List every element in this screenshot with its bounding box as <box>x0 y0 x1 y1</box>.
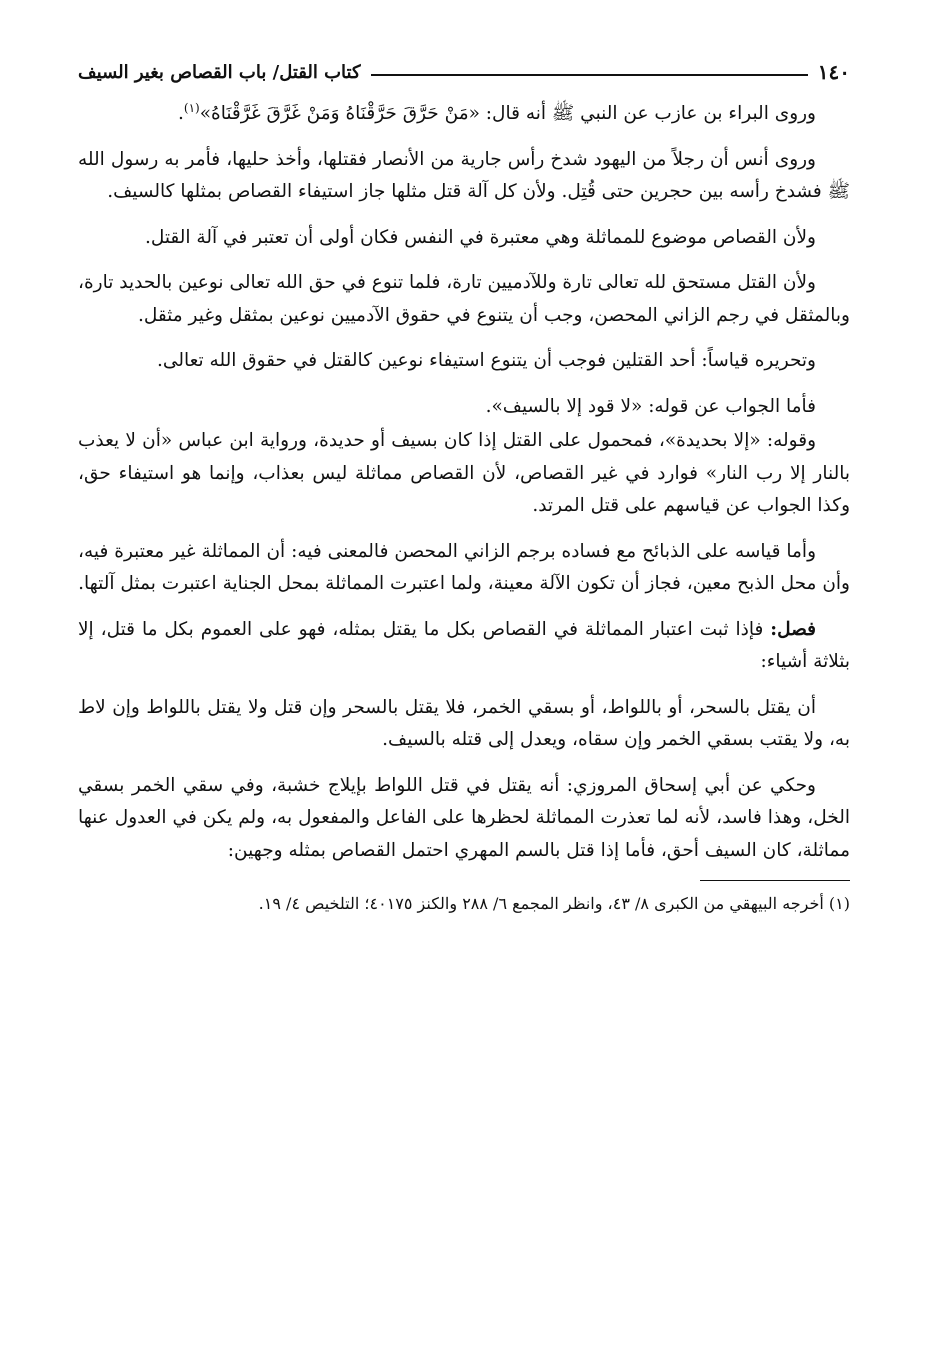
paragraph-text: وروى أنس أن رجلاً من اليهود شدخ رأس جارية من الأنصار فقتلها، وأخذ حليها، فأمر به رسول الله ﷺ فشدخ رأسه بين حجرين حتى قُتِل. ولأن كل آلة قتل مثلها جاز استيفاء القصاص بمثلها كالسيف. <box>78 148 850 202</box>
paragraph <box>78 345 850 378</box>
paragraph-text: ولأن القصاص موضوع للمماثلة وهي معتبرة في النفس فكان أولى أن تعتبر في آلة القتل. <box>144 226 816 248</box>
paragraph <box>78 98 850 131</box>
running-title: كتاب القتل/ باب القصاص بغير السيف <box>78 61 361 83</box>
paragraph-text: وقوله: «إلا بحديدة»، فمحمول على القتل إذا كان بسيف أو حديدة، ورواية ابن عباس «أن لا يعذب بالنار إلا رب النار» فوارد في غير القصاص، لأن القصاص مماثلة ليس بعذاب، وإنما هو استيفاء حق، وكذا الجواب عن قياسهم على قتل المرتد. <box>78 430 850 516</box>
header-rule <box>371 74 808 76</box>
body-text <box>78 98 850 867</box>
paragraph-text: وتحريره قياساً: أحد القتلين فوجب أن يتنوع استيفاء نوعين كالقتل في حقوق الله تعالى. <box>157 350 816 371</box>
paragraph-text: ولأن القتل مستحق لله تعالى تارة وللآدميين تارة، فلما تنوع في حق الله تعالى نوعين بالحديد تارة، وبالمثقل في رجم الزاني المحصن، وجب أن يتنوع في حقوق الآدميين نوعين بمثقل وغير مثقل. <box>78 272 850 326</box>
page-number: ١٤٠ <box>817 60 850 84</box>
paragraph <box>78 144 850 209</box>
paragraph <box>78 692 850 757</box>
paragraph <box>78 222 850 255</box>
paragraph-text: وأما قياسه على الذبائح مع فساده برجم الزاني المحصن فالمعنى فيه: أن المماثلة غير معتبرة فيه، وأن محل الذبح معين، فجاز أن تكون الآلة معينة، ولما اعتبرت المماثلة بمحل الجناية اعتبرت بمثل آلتها. <box>78 540 850 594</box>
paragraph-fasl <box>78 614 850 679</box>
paragraph <box>78 425 850 523</box>
paragraph <box>78 391 850 424</box>
footnote-separator <box>700 880 850 881</box>
footnote-ref[interactable]: (١) <box>183 100 200 115</box>
paragraph-text: وروى البراء بن عازب عن النبي ﷺ أنه قال: «مَنْ حَرَّقَ حَرَّقْنَاهُ وَمَنْ غَرَّقَ غَرَّقْنَاهُ» <box>199 103 816 124</box>
paragraph <box>78 267 850 332</box>
paragraph-tail: . <box>177 103 184 124</box>
paragraph <box>78 536 850 601</box>
paragraph-text: فإذا ثبت اعتبار المماثلة في القصاص بكل ما يقتل بمثله، فهو على العموم بكل ما قتل، إلا بثلاثة أشياء: <box>78 618 850 672</box>
paragraph <box>78 770 850 868</box>
paragraph-text: أن يقتل بالسحر، أو باللواط، أو بسقي الخمر، فلا يقتل بالسحر وإن قتل ولا يقتل باللواط وإن لاط به، ولا يقتب بسقي الخمر وإن سقاه، ويعدل إلى قتله بالسيف. <box>78 696 850 750</box>
section-label: فصل: <box>770 618 816 640</box>
page-header <box>78 58 850 86</box>
footnote: (١) أخرجه البيهقي من الكبرى ٨/ ٤٣، وانظر المجمع ٦/ ٢٨٨ والكنز ٤٠١٧٥؛ التلخيص ٤/ ١٩. <box>258 894 850 913</box>
paragraph-text: فأما الجواب عن قوله: «لا قود إلا بالسيف». <box>485 395 816 417</box>
paragraph-text: وحكي عن أبي إسحاق المروزي: أنه يقتل في قتل اللواط بإيلاج خشبة، وفي سقي الخمر بسقي الخل، وهذا فاسد، لأنه لما تعذرت المماثلة لحظرها على الفاعل والمفعول به، ولم يكن في العدول عنها مماثلة، كان السيف أحق، فأما إذا قتل بالسم المهري احتمل القصاص بمثله وجهين: <box>78 774 850 861</box>
book-page <box>78 58 850 1348</box>
